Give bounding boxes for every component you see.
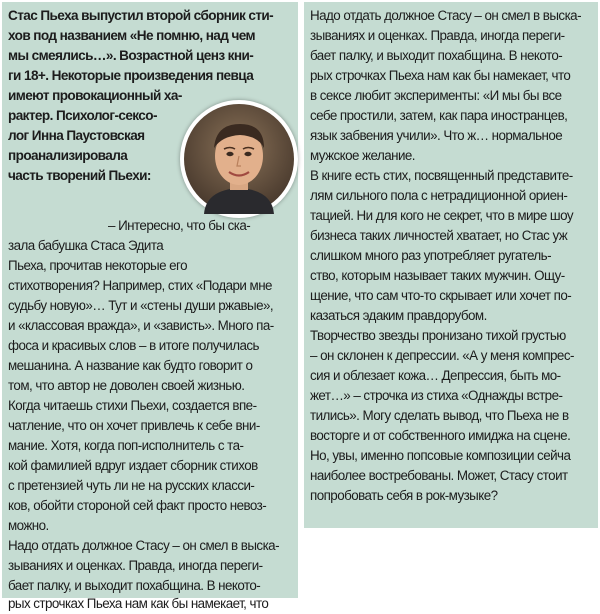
body-line: кой фамилией вдруг издает сборник стихов bbox=[8, 458, 258, 473]
body-line: восторге и от собственного имиджа на сцене. bbox=[310, 428, 571, 443]
body-line: лям сильного пола с нетрадиционной ориен- bbox=[310, 188, 568, 203]
lead-line: рактер. Психолог-сексо- bbox=[8, 108, 157, 123]
body-line: щение, что сам что-то скрывает или хочет по- bbox=[310, 288, 572, 303]
right-column bbox=[304, 2, 598, 528]
lead-line: мы смеялись…». Возрастной ценз кни- bbox=[8, 48, 254, 63]
lead-line: часть творений Пьехи: bbox=[8, 168, 151, 183]
body-line: рых строчках Пьеха нам как бы намекает, что bbox=[310, 68, 571, 83]
body-line: в сексе любит эксперименты: «И мы бы все bbox=[310, 88, 562, 103]
author-portrait-photo bbox=[180, 100, 298, 218]
body-line: Но, увы, именно попсовые композиции сейча bbox=[310, 448, 571, 463]
body-line: тацией. Ни для кого не секрет, что в мире шоу bbox=[310, 208, 573, 223]
body-line: мужское желание. bbox=[310, 148, 415, 163]
portrait-icon bbox=[184, 104, 294, 214]
lead-line: хов под названием «Не помню, над чем bbox=[8, 28, 255, 43]
body-line: чатление, что он хочет привлечь к себе вни- bbox=[8, 418, 260, 433]
body-line: бает палку, и выходит похабщина. В некото- bbox=[8, 578, 261, 593]
lead-line: лог Инна Паустовская bbox=[8, 128, 145, 143]
left-column bbox=[2, 2, 298, 611]
body-line: – он склонен к депрессии. «А у меня компрес- bbox=[310, 348, 574, 363]
body-line: жет…» – строчка из стиха «Однажды встре- bbox=[310, 388, 563, 403]
body-line: ство, которым называет таких мужчин. Ощу- bbox=[310, 268, 565, 283]
lead-line: имеют провокационный ха- bbox=[8, 88, 182, 103]
body-line: тились». Могу сделать вывод, что Пьеха не в bbox=[310, 408, 569, 423]
body-line: попробовать себя в рок-музыке? bbox=[310, 488, 498, 503]
body-line: Когда читаешь стихи Пьехи, создается впе- bbox=[8, 398, 257, 413]
body-line: наиболее востребованы. Может, Стасу стоит bbox=[310, 468, 568, 483]
body-line: зываниях и оценках. Правда, иногда переги- bbox=[310, 28, 565, 43]
lead-line: проанализировала bbox=[8, 148, 128, 163]
body-line: можно. bbox=[8, 518, 49, 533]
body-line: фоса и красивых слов – в итоге получилась bbox=[8, 338, 259, 353]
body-line: казаться эдаким правдорубом. bbox=[310, 308, 487, 323]
body-line: судьбу новую»… Тут и «стены души ржавые», bbox=[8, 298, 274, 313]
body-line: зываниях и оценках. Правда, иногда переги- bbox=[8, 558, 263, 573]
lead-line: Стас Пьеха выпустил второй сборник сти- bbox=[8, 8, 274, 23]
body-line: слишком много раз употребляет ругатель- bbox=[310, 248, 552, 263]
body-line: ков, обойти стороной сей факт просто невоз- bbox=[8, 498, 267, 513]
body-line: В книге есть стих, посвященный представите- bbox=[310, 168, 573, 183]
body-line: бизнеса таких личностей хватает, но Стас уж bbox=[310, 228, 568, 243]
body-line: бает палку, и выходит похабщина. В некото- bbox=[310, 48, 563, 63]
body-line: Надо отдать должное Стасу – он смел в выска- bbox=[8, 538, 279, 553]
body-line: том, что автор не доволен своей жизнью. bbox=[8, 378, 245, 393]
body-line: Пьеха, прочитав некоторые его bbox=[8, 258, 187, 273]
body-line: рых строчках Пьеха нам как бы намекает, что bbox=[8, 596, 269, 611]
lead-line: ги 18+. Некоторые произведения певца bbox=[8, 68, 254, 83]
body-line: Творчество звезды пронизано тихой грустью bbox=[310, 328, 566, 343]
body-line: Надо отдать должное Стасу – он смел в выска- bbox=[310, 8, 581, 23]
body-line: язык забвения учили». Что ж… нормальное bbox=[310, 128, 563, 143]
body-line: мешанина. А название как будто говорит о bbox=[8, 358, 253, 373]
body-line: с претензией чуть ли не на русских класси- bbox=[8, 478, 255, 493]
body-line: мание. Хотя, когда поп-исполнитель с та- bbox=[8, 438, 244, 453]
body-line: сия и облезает кожа… Депрессия, быть мо- bbox=[310, 368, 561, 383]
body-line: стихотворения? Например, стих «Подари мне bbox=[8, 278, 272, 293]
body-line: зала бабушка Стаса Эдита bbox=[8, 238, 164, 253]
body-line: и «классовая вражда», и «зависть». Много па- bbox=[8, 318, 274, 333]
body-line: себе простили, затем, как пара иностранцев, bbox=[310, 108, 568, 123]
body-line: – Интересно, что бы ска- bbox=[108, 218, 251, 233]
